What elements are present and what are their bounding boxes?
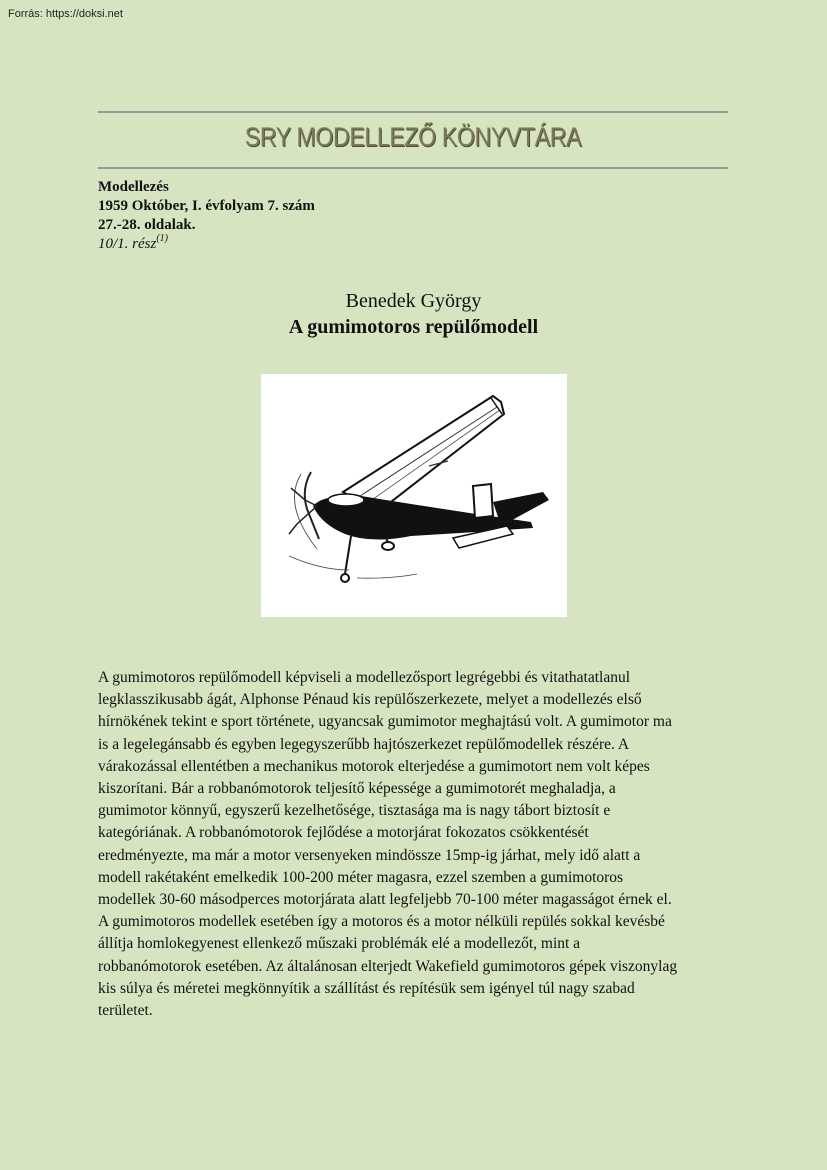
body-line: A gumimotoros modellek esetében így a motoros és a motor nélküli repülés sokkal kevésbé xyxy=(98,913,665,931)
rubber-powered-model-airplane-icon xyxy=(261,374,567,617)
article-title: A gumimotoros repülőmodell xyxy=(288,316,539,338)
body-line: kiszorítani. Bár a robbanómotorok teljesítő képessége a gumimotorét meghaladja, a xyxy=(98,780,616,798)
footnote-ref: (1) xyxy=(156,233,169,244)
body-line: is a legelegánsabb és egyben legegyszerűbb hajtószerkezet repülőmodellek részére. A xyxy=(98,735,630,753)
issue-info: 1959 Október, I. évfolyam 7. szám xyxy=(98,198,315,214)
body-line: modell rakétaként emelkedik 100-200 méter magasra, ezzel szemben a gumimotoros xyxy=(98,868,624,886)
body-line: állítja homlokegyenest ellenkező műszaki problémák elé a modellezőt, mint a xyxy=(98,935,581,953)
body-line: hírnökének tekint e sport története, ugyancsak gumimotor meghajtású volt. A gumimotor ma xyxy=(98,713,672,731)
body-line: modellek 30-60 másodperces motorjárata alatt legfeljebb 70-100 méter magasságot érnek el. xyxy=(98,891,672,909)
source-attribution: Forrás: https://doksi.net xyxy=(8,8,123,20)
article-body xyxy=(98,667,738,1022)
magazine-name: Modellezés xyxy=(98,179,169,195)
body-line: legklasszikusabb ágát, Alphonse Pénaud kis repülőszerkezete, melyet a modellezés első xyxy=(98,691,642,709)
body-line: gumimotor könnyű, egyszerű kezelhetősége, tisztasága ma is nagy tábort biztosít e xyxy=(98,802,611,820)
series-title: SRY MODELLEZŐ KÖNYVTÁRA xyxy=(244,122,582,152)
body-line: kategóriának. A robbanómotorok fejlődése a motorjárat fokozatos csökkentését xyxy=(98,824,589,842)
part-info xyxy=(98,235,315,254)
author-name: Benedek György xyxy=(345,290,482,312)
part-label: 10/1. rész xyxy=(98,236,157,252)
page-range: 27.-28. oldalak. xyxy=(98,217,196,233)
header-rule-top xyxy=(98,111,728,113)
body-line: várakozással ellentétben a mechanikus motorok elterjedése a gumimotort nem volt képes xyxy=(98,757,650,775)
body-line: A gumimotoros repülőmodell képviseli a modellezősport legrégebbi és vitathatatlanul xyxy=(98,669,631,686)
body-line: területet. xyxy=(98,1002,153,1020)
airplane-illustration xyxy=(261,374,567,617)
publication-info xyxy=(98,178,315,254)
header-rule-bottom xyxy=(98,167,728,169)
body-line: eredményezte, ma már a motor versenyeken mindössze 15mp-ig járhat, mely idő alatt a xyxy=(98,846,641,864)
body-line: robbanómotorok esetében. Az általánosan elterjedt Wakefield gumimotoros gépek viszonylag xyxy=(98,957,678,975)
body-line: kis súlya és méretei megkönnyítik a szállítást és repítésük sem igényel túl nagy szabad xyxy=(98,979,635,997)
